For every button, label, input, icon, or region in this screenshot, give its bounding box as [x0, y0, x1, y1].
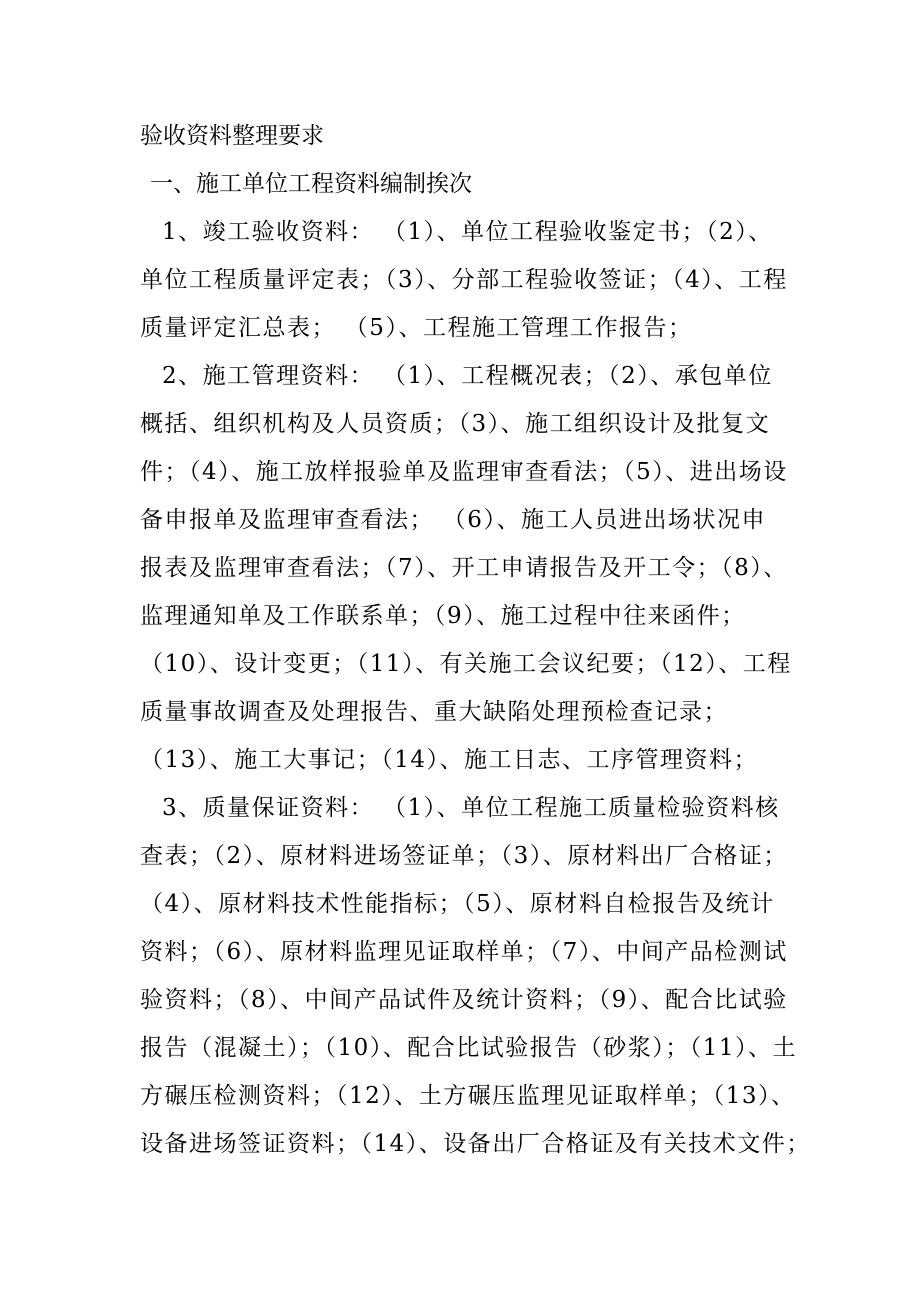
paragraph-line: 报告（混凝土）；（10）、配合比试验报告（砂浆）；（11）、土: [140, 1035, 798, 1061]
paragraph-line: 3、质量保证资料： （1）、单位工程施工质量检验资料核: [162, 795, 780, 821]
paragraph-line: 查表；（2）、原材料进场签证单；（3）、原材料出厂合格证；: [140, 843, 788, 869]
paragraph-line: 质量评定汇总表； （5）、工程施工管理工作报告；: [140, 315, 693, 341]
paragraph-line: （13）、施工大事记；（14）、施工日志、工序管理资料；: [140, 747, 759, 773]
paragraph-quality-assurance: [140, 784, 811, 1168]
paragraph-line: 1、竣工验收资料： （1）、单位工程验收鉴定书；（2）、: [162, 219, 773, 245]
paragraph-line: 概括、组织机构及人员资质；（3）、施工组织设计及批复文: [140, 411, 771, 437]
paragraph-line: 单位工程质量评定表；（3）、分部工程验收签证；（4）、工程: [140, 267, 788, 293]
paragraph-construction-management: [140, 352, 790, 784]
document-page: [140, 112, 811, 1168]
section-heading: 一、施工单位工程资料编制挨次: [150, 171, 472, 197]
paragraph-line: 件；（4）、施工放样报验单及监理审查看法；（5）、进出场设: [140, 459, 788, 485]
paragraph-line: （10）、设计变更；（11）、有关施工会议纪要；（12）、工程: [140, 651, 792, 677]
document-title: 验收资料整理要求: [140, 123, 324, 149]
paragraph-line: 设备进场签证资料；（14）、设备出厂合格证及有关技术文件；: [140, 1131, 811, 1157]
paragraph-line: 质量事故调查及处理报告、重大缺陷处理预检查记录；: [140, 699, 728, 725]
paragraph-line: （4）、原材料技术性能指标；（5）、原材料自检报告及统计: [140, 891, 775, 917]
paragraph-line: 验资料；（8）、中间产品试件及统计资料；（9）、配合比试验: [140, 987, 788, 1013]
paragraph-line: 方碾压检测资料；（12）、土方碾压监理见证取样单；（13）、: [140, 1083, 796, 1109]
paragraph-line: 报表及监理审查看法；（7）、开工申请报告及开工令；（8）、: [140, 555, 788, 581]
paragraph-line: 资料；（6）、原材料监理见证取样单；（7）、中间产品检测试: [140, 939, 788, 965]
paragraph-line: 2、施工管理资料： （1）、工程概况表；（2）、承包单位: [162, 363, 773, 389]
paragraph-line: 备申报单及监理审查看法； （6）、施工人员进出场状况申: [140, 507, 766, 533]
paragraph-completion-acceptance: [140, 208, 790, 352]
paragraph-line: 监理通知单及工作联系单；（9）、施工过程中往来函件；: [140, 603, 746, 629]
